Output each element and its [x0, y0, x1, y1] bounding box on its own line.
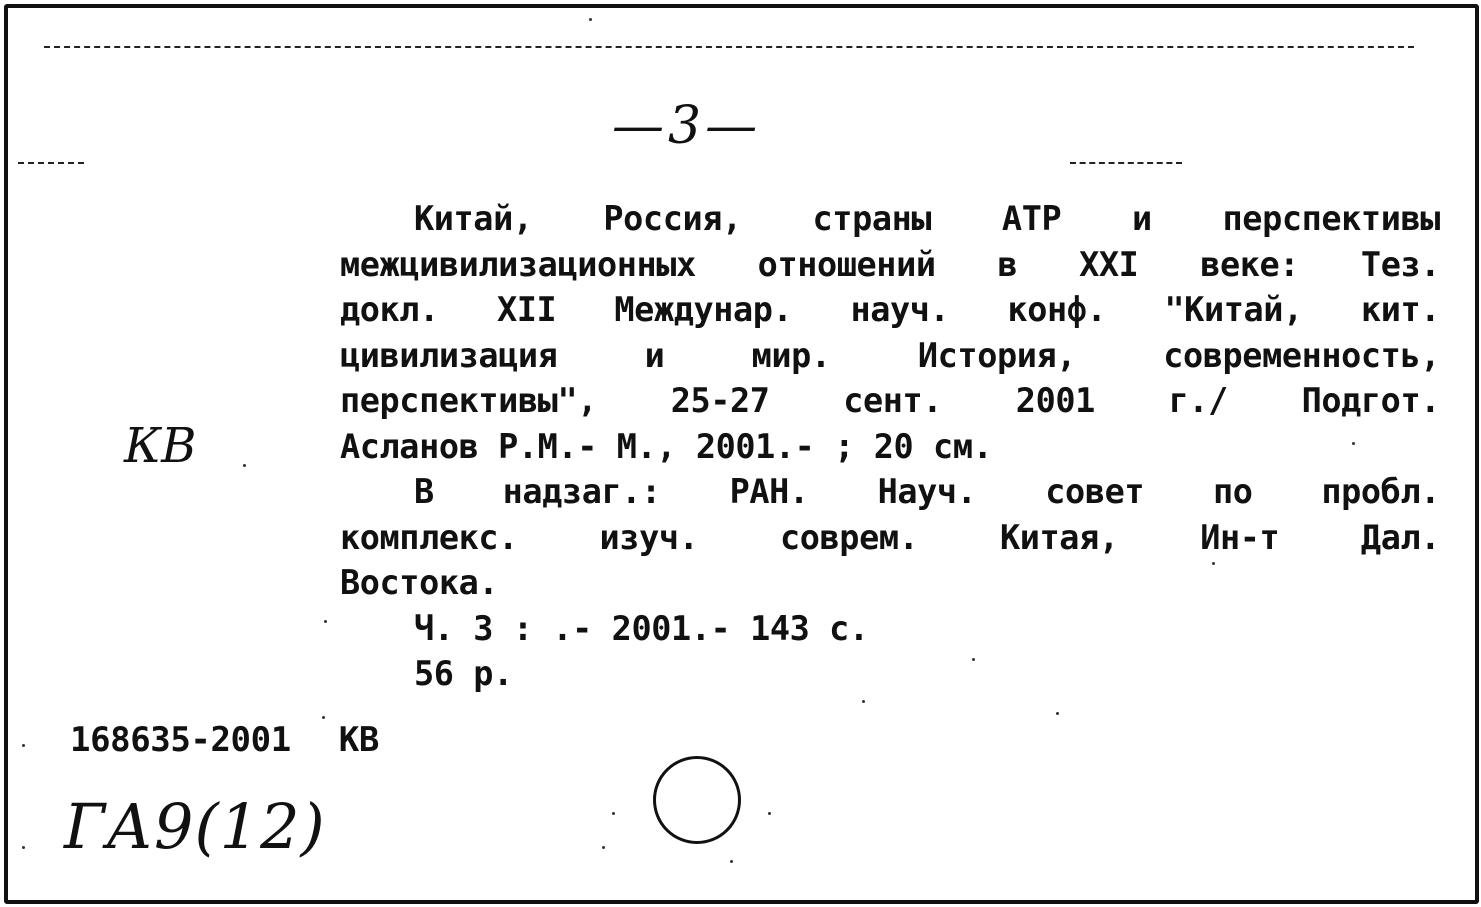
description-line: перспективы", 25-27 сент. 2001 г./ Подгот. [340, 381, 1440, 420]
scan-speck [768, 812, 771, 815]
price-line: 56 р. [414, 654, 513, 693]
description-line: Асланов Р.М.- М., 2001.- ; 20 см. [340, 426, 993, 466]
scan-speck [1352, 442, 1355, 445]
description-line: межцивилизационных отношений в XXI веке: Тез. [340, 244, 1440, 284]
scan-speck [22, 846, 25, 849]
annotation-line: комплекс. изуч. соврем. Китая, Ин-т Дал. [340, 517, 1440, 557]
shelfmark-handwritten: КВ [124, 418, 197, 474]
scan-speck [322, 716, 325, 719]
right-dashed-rule [1070, 162, 1182, 164]
scan-speck [1056, 712, 1059, 715]
bibliographic-description [340, 196, 1440, 697]
scan-speck [972, 658, 975, 661]
scan-speck [612, 812, 615, 815]
scan-speck [243, 464, 246, 467]
description-line: Китай, Россия, страны АТР и перспективы [414, 199, 1440, 238]
scan-speck [324, 620, 327, 623]
inventory-code: КВ [338, 720, 379, 760]
page-number: —3— [612, 96, 762, 156]
description-line: докл. XII Междунар. науч. конф. "Китай, кит. [340, 290, 1440, 329]
scan-speck [589, 18, 592, 21]
scan-speck [1212, 562, 1215, 565]
left-dashed-rule [18, 162, 84, 164]
top-dashed-rule [44, 46, 1414, 48]
call-number-handwritten: ГА9(12) [64, 790, 326, 863]
inventory-number: 168635-2001 [70, 720, 291, 760]
inventory-line [70, 720, 379, 760]
scan-speck [22, 744, 25, 747]
annotation-line: В надзаг.: РАН. Науч. совет по пробл. [414, 472, 1440, 511]
scan-speck [862, 700, 865, 703]
volume-line: Ч. 3 : .- 2001.- 143 с. [414, 608, 869, 648]
scan-speck [730, 860, 733, 863]
punch-hole [653, 756, 741, 844]
scan-speck [602, 846, 605, 849]
description-line: цивилизация и мир. История, современность, [340, 335, 1440, 375]
annotation-line: Востока. [340, 563, 499, 602]
